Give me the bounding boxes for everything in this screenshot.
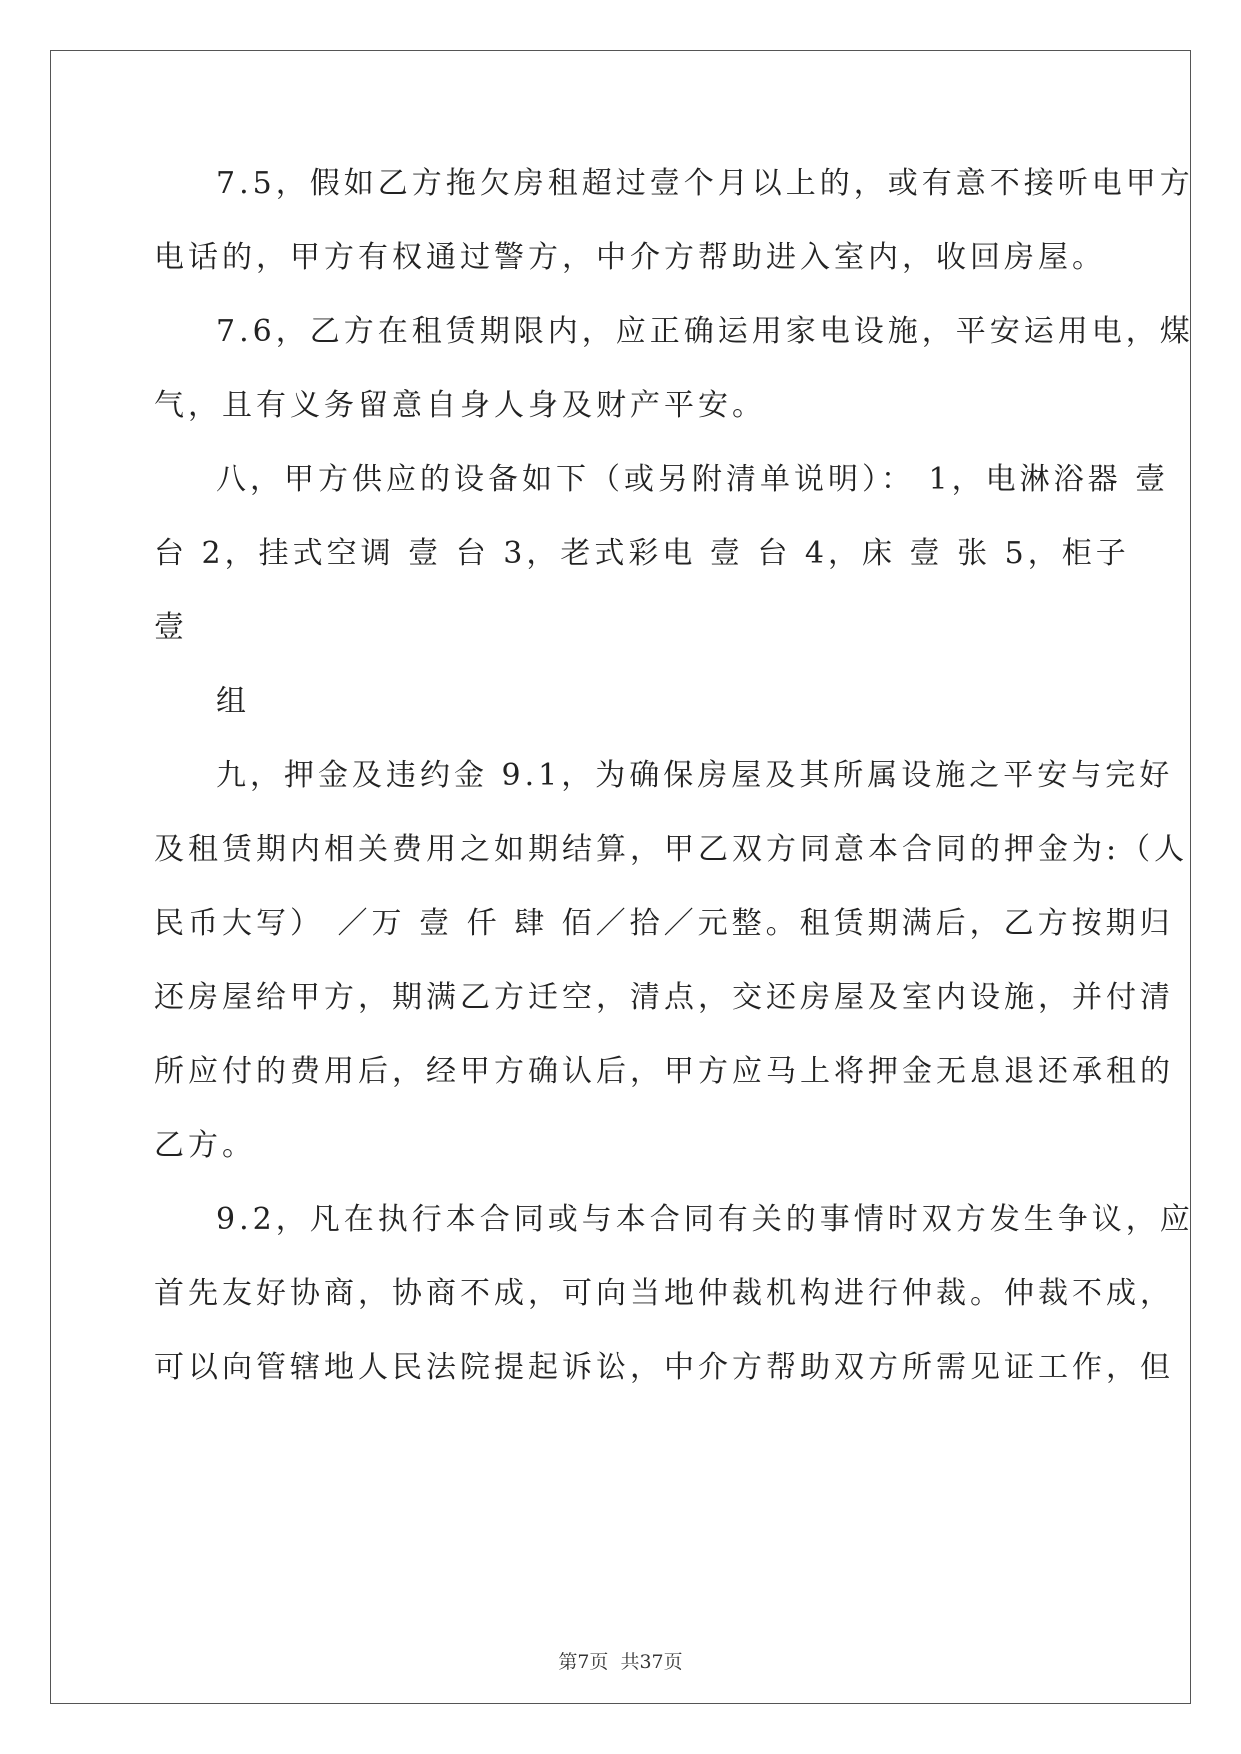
paragraph-7-5-line-2: 电话的，甲方有权通过警方，中介方帮助进入室内，收回房屋。 xyxy=(154,240,1106,275)
paragraph-7-6-line-2: 气，且有义务留意自身人身及财产平安。 xyxy=(154,388,766,423)
paragraph-9-2-line-1: 9.2，凡在执行本合同或与本合同有关的事情时双方发生争议，应 xyxy=(216,1202,1194,1237)
paragraph-8-line-1: 八，甲方供应的设备如下（或另附清单说明）： 1，电淋浴器 壹 xyxy=(216,462,1170,497)
paragraph-9-2-line-3: 可以向管辖地人民法院提起诉讼，中介方帮助双方所需见证工作，但 xyxy=(154,1350,1174,1385)
paragraph-8-line-3: 壹 xyxy=(154,610,188,645)
paragraph-9-line-3: 民币大写） ／万 壹 仟 肆 佰／拾／元整。租赁期满后，乙方按期归 xyxy=(154,906,1174,941)
paragraph-8-line-4: 组 xyxy=(216,684,250,719)
paragraph-8-line-2: 台 2，挂式空调 壹 台 3，老式彩电 壹 台 4，床 壹 张 5，柜子 xyxy=(154,536,1130,571)
paragraph-9-line-1: 九，押金及违约金 9.1，为确保房屋及其所属设施之平安与完好 xyxy=(216,758,1174,793)
paragraph-9-line-4: 还房屋给甲方，期满乙方迁空，清点，交还房屋及室内设施，并付清 xyxy=(154,980,1174,1015)
page-total: 共37页 xyxy=(620,1651,683,1673)
paragraph-9-line-6: 乙方。 xyxy=(154,1128,256,1163)
paragraph-7-5-line-1: 7.5，假如乙方拖欠房租超过壹个月以上的，或有意不接听电甲方 xyxy=(216,166,1194,201)
paragraph-9-line-2: 及租赁期内相关费用之如期结算，甲乙双方同意本合同的押金为:（人 xyxy=(154,832,1189,867)
paragraph-7-6-line-1: 7.6，乙方在租赁期限内，应正确运用家电设施，平安运用电，煤 xyxy=(216,314,1194,349)
page-number: 第7页 xyxy=(558,1651,609,1673)
page-footer xyxy=(0,1650,1241,1674)
paragraph-9-2-line-2: 首先友好协商，协商不成，可向当地仲裁机构进行仲裁。仲裁不成， xyxy=(154,1276,1174,1311)
paragraph-9-line-5: 所应付的费用后，经甲方确认后，甲方应马上将押金无息退还承租的 xyxy=(154,1054,1174,1089)
page-border xyxy=(50,50,1194,1704)
